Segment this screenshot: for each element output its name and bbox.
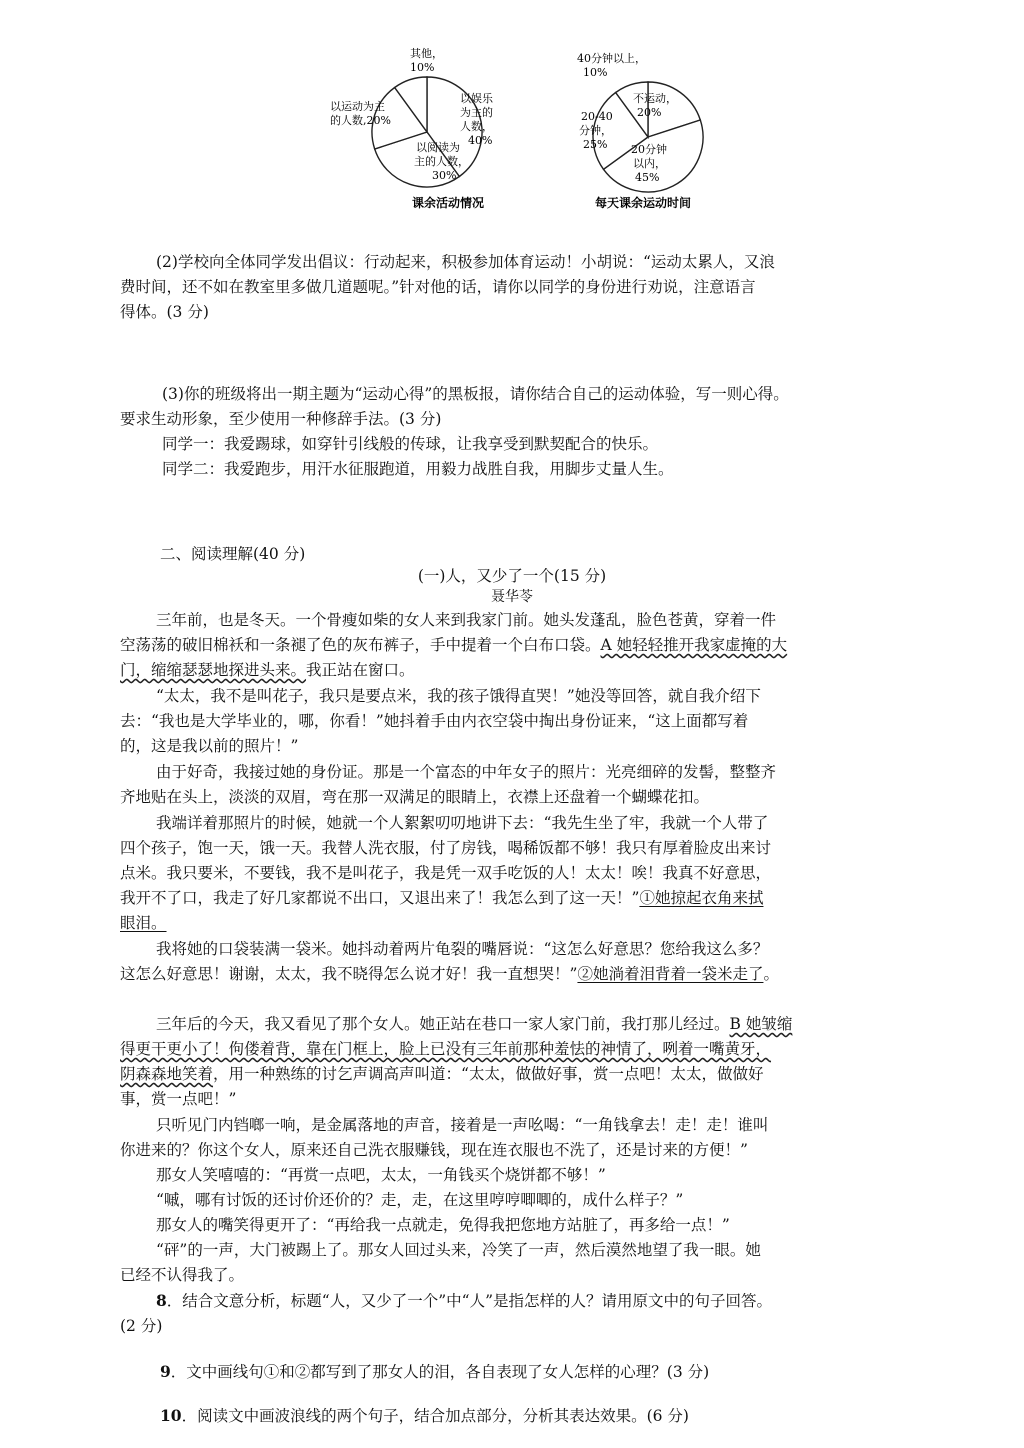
c1-label-ent-a: 以娱乐 <box>460 92 493 105</box>
pie-chart-exercise-time <box>555 40 755 215</box>
passage-title: (一)人，又少了一个(15 分) <box>417 567 607 585</box>
c1-label-read-b: 主的人数， <box>414 155 469 168</box>
passage-line <box>120 635 787 655</box>
wavy-sentence-b-cont: 得更干更小了！佝偻着背，靠在门框上，脸上已没有三年前那种羞怯的神情了，咧着一嘴黄牙， <box>120 1040 772 1058</box>
question-10-number: 10 <box>160 1406 182 1425</box>
passage-line: 你进来的？你这个女人，原来还自己洗衣服赚钱，现在连衣服也不洗了，还是讨来的方便！” <box>120 1141 748 1159</box>
passage-line: 去：“我也是大学毕业的，哪，你看！”她抖着手由内衣空袋中掏出身份证来，“这上面都写着 <box>120 712 749 730</box>
passage-line: “砰”的一声，大门被踢上了。那女人回过头来，冷笑了一声，然后漠然地望了我一眼。她 <box>156 1241 761 1259</box>
wavy-sentence-a-cont: 门，缩缩瑟瑟地探进头来。 <box>120 661 307 679</box>
passage-line: 那女人的嘴笑得更开了：“再给我一点就走，免得我把您地方站脏了，再多给一点！” <box>156 1216 730 1234</box>
question-8 <box>156 1291 772 1311</box>
c2-title: 每天课余运动时间 <box>595 196 692 210</box>
passage-line: 事，赏一点吧！” <box>120 1090 237 1108</box>
c1-label-other-a: 其他， <box>410 47 443 60</box>
question-10 <box>160 1406 689 1426</box>
wavy-sentence-b: B 她皱缩 <box>729 1015 793 1033</box>
passage-line <box>120 888 763 908</box>
passage-text: 这怎么好意思！谢谢，太太，我不晓得怎么说才好！我一直想哭！” <box>120 965 578 983</box>
passage-line <box>120 1064 763 1084</box>
underlined-sentence-1: ①她掠起衣角来拭 <box>639 889 764 907</box>
wavy-sentence-b-end: 阴森森地笑着 <box>120 1065 214 1083</box>
c2-label-20-b: 以内， <box>633 157 666 170</box>
q2-line-1: (2)学校向全体同学发出倡议：行动起来，积极参加体育运动！小胡说：“运动太累人，又浪 <box>156 253 775 271</box>
passage-author: 聂华苓 <box>491 589 533 605</box>
question-9 <box>160 1362 709 1382</box>
wavy-sentence-a: A 她轻轻推开我家虚掩的大 <box>600 636 788 654</box>
q3-line-1: (3)你的班级将出一期主题为“运动心得”的黑板报，请你结合自己的运动体验，写一则心得。 <box>162 385 789 403</box>
c2-label-2040-b: 分钟， <box>579 124 612 137</box>
passage-text: 。 <box>763 965 779 983</box>
c1-label-ent-d: 40% <box>468 134 493 147</box>
question-10-text: ．阅读文中画波浪线的两个句子，结合加点部分，分析其表达效果。(6 分) <box>181 1407 689 1425</box>
section-heading: 二、阅读理解(40 分) <box>160 545 306 563</box>
c1-label-sport-a: 以运动为主 <box>330 100 385 113</box>
passage-text: 我开不了口，我走了好几家都说不出口，又退出来了！我怎么到了这一天！” <box>120 889 640 907</box>
passage-line: 三年前，也是冬天。一个骨瘦如柴的女人来到我家门前。她头发蓬乱，脸色苍黄，穿着一件 <box>156 611 777 629</box>
c2-label-20-c: 45% <box>635 171 660 184</box>
c2-label-40-b: 10% <box>583 66 608 79</box>
underlined-sentence-2: ②她淌着泪背着一袋米走了 <box>577 965 764 983</box>
passage-line: 只听见门内铛啷一响，是金属落地的声音，接着是一声吆喝：“一角钱拿去！走！走！谁叫 <box>156 1116 769 1134</box>
passage-line: “嘁，哪有讨饭的还讨价还价的？走，走，在这里哼哼唧唧的，成什么样子？” <box>156 1191 684 1209</box>
c1-label-read-a: 以阅读为 <box>416 141 460 154</box>
passage-line <box>156 1014 792 1034</box>
passage-line: 点米。我只要米，不要钱，我不是叫花子，我是凭一双手吃饭的人！太太！唉！我真不好意思， <box>120 864 772 882</box>
passage-line <box>120 1039 771 1059</box>
passage-line: 我端详着那照片的时候，她就一个人絮絮叨叨地讲下去：“我先生坐了牢，我就一个人带了 <box>156 814 769 832</box>
c1-label-other-b: 10% <box>410 61 435 74</box>
c1-title: 课余活动情况 <box>412 196 485 210</box>
underlined-sentence-1-cont: 眼泪。 <box>120 914 167 932</box>
passage-line <box>120 964 779 984</box>
q2-line-3: 得体。(3 分) <box>120 303 209 321</box>
q3-line-2: 要求生动形象，至少使用一种修辞手法。(3 分) <box>120 410 442 428</box>
c2-label-2040-c: 25% <box>583 138 608 151</box>
pie-chart-extracurricular <box>320 40 530 215</box>
passage-text: 我正站在窗口。 <box>306 661 415 679</box>
passage-line: 的，这是我以前的照片！” <box>120 737 299 755</box>
c2-label-2040-a: 20-40 <box>581 110 613 123</box>
c1-label-sport-b: 的人数,20% <box>330 114 391 127</box>
question-9-text: ．文中画线句①和②都写到了那女人的泪，各自表现了女人怎样的心理？(3 分) <box>170 1363 710 1381</box>
q3-example-1: 同学一：我爱踢球，如穿针引线般的传球，让我享受到默契配合的快乐。 <box>162 435 659 453</box>
passage-line: 我将她的口袋装满一袋米。她抖动着两片龟裂的嘴唇说：“这怎么好意思？您给我这么多？ <box>156 940 769 958</box>
q2-line-2: 费时间，还不如在教室里多做几道题呢。”针对他的话，请你以同学的身份进行劝说，注意语言 <box>120 278 756 296</box>
passage-text: 三年后的今天，我又看见了那个女人。她正站在巷口一家人家门前，我打那儿经过。 <box>156 1015 730 1033</box>
c2-label-no-b: 20% <box>637 106 662 119</box>
c1-label-ent-c: 人数， <box>460 120 493 133</box>
question-9-number: 9 <box>160 1362 171 1381</box>
passage-line <box>120 660 415 680</box>
c1-label-read-c: 30% <box>432 169 457 182</box>
passage-text: 空荡荡的破旧棉袄和一条褪了色的灰布裤子，手中提着一个白布口袋。 <box>120 636 601 654</box>
c2-label-no-a: 不运动， <box>633 92 677 105</box>
question-8-text: ．结合文意分析，标题“人，又少了一个”中“人”是指怎样的人？请用原文中的句子回答。 <box>166 1292 772 1310</box>
q3-example-2: 同学二：我爱跑步，用汗水征服跑道，用毅力战胜自我，用脚步丈量人生。 <box>162 460 674 478</box>
c1-label-ent-b: 为主的 <box>460 106 493 119</box>
passage-line: 齐地贴在头上，淡淡的双眉，弯在那一双满足的眼睛上，衣襟上还盘着一个蝴蝶花扣。 <box>120 788 710 806</box>
passage-line <box>120 913 167 933</box>
passage-line: 那女人笑嘻嘻的：“再赏一点吧，太太，一角钱买个烧饼都不够！” <box>156 1166 606 1184</box>
c2-label-40-a: 40分钟以上， <box>577 52 646 65</box>
question-8-number: 8 <box>156 1291 167 1310</box>
passage-line: “太太，我不是叫花子，我只是要点米，我的孩子饿得直哭！”她没等回答，就自我介绍下 <box>156 687 761 705</box>
c2-label-20-a: 20分钟 <box>631 143 667 156</box>
passage-line: 已经不认得我了。 <box>120 1266 245 1284</box>
passage-text: ，用一种熟练的讨乞声调高声叫道：“太太，做做好事，赏一点吧！太太，做做好 <box>213 1065 764 1083</box>
passage-line: 由于好奇，我接过她的身份证。那是一个富态的中年女子的照片：光亮细碎的发髻，整整齐 <box>156 763 777 781</box>
question-8-score: (2 分) <box>120 1317 163 1335</box>
passage-line: 四个孩子，饱一天，饿一天。我替人洗衣服，付了房钱，喝稀饭都不够！我只有厚着脸皮出来讨 <box>120 839 772 857</box>
